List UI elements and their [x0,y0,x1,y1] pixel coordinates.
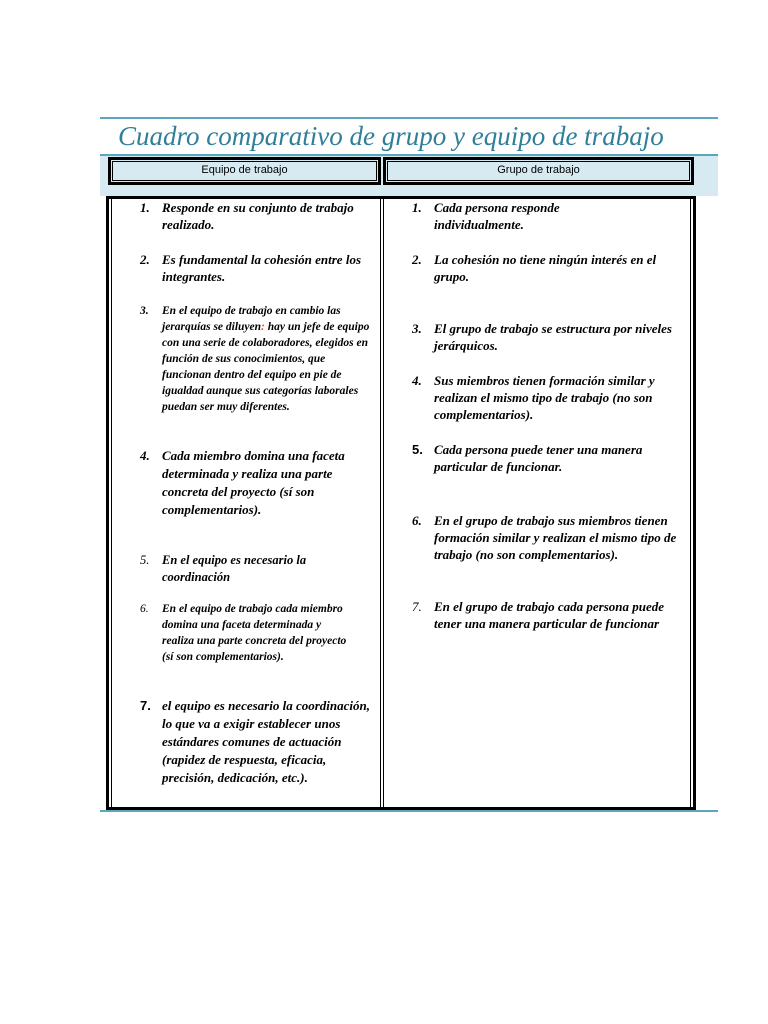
item-text: En el grupo de trabajo cada persona puede tener una manera particular de funcionar [434,599,665,631]
inner-border-left [111,199,112,807]
bottom-rule [100,810,718,812]
item-number: 5. [412,442,423,457]
item-number: 7. [140,698,151,713]
page-title: Cuadro comparativo de grupo y equipo de trabajo [118,121,664,151]
item-text: Es fundamental la cohesión entre los integrantes. [162,252,361,284]
item-text: el equipo es necesario la coordinación, lo que va a exigir establecer unos estándares comunes de actuación (rapidez de respuesta, eficacia, precisión, dedicación, etc.). [162,698,370,785]
item-number: 1. [412,200,422,215]
item-text: Cada persona puede tener una manera particular de funcionar. [434,442,643,474]
header-inner-border [387,161,690,181]
item-text: El grupo de trabajo se estructura por niveles jerárquicos. [434,321,672,353]
item-number: 3. [140,305,149,317]
item-text: En el grupo de trabajo sus miembros tienen formación similar y realizan el mismo tipo de trabajo (no son complementarios). [434,513,677,562]
item-number: 6. [140,603,149,615]
item-number: 4. [412,373,422,388]
header-inner-border [112,161,377,181]
header-grupo-label: Grupo de trabajo [497,164,580,176]
item-text: En el equipo es necesario la coordinación [162,553,307,584]
item-number: 2. [412,252,422,267]
header-cell-equipo [108,157,381,185]
item-number: 7. [412,599,422,614]
item-text: Cada miembro domina una faceta determinada y realiza una parte concreta del proyecto (sí son complementarios). [162,448,345,517]
colon-mark: : [261,321,265,333]
item-number: 4. [140,448,150,463]
item-number: 1. [140,200,150,215]
header-cell-grupo [383,157,694,185]
item-text: La cohesión no tiene ningún interés en el grupo. [434,252,657,284]
inner-border-right [690,199,691,807]
item-text: Sus miembros tienen formación similar y realizan el mismo tipo de trabajo (no son complementarios). [434,373,655,422]
item-number: 5. [140,553,150,567]
column-divider [380,196,384,810]
item-number: 2. [140,252,150,267]
item-number: 3. [412,321,422,336]
item-number: 6. [412,513,422,528]
item-text: Responde en su conjunto de trabajo realizado. [162,200,354,232]
item-text-part: hay un jefe de equipo con una serie de colaboradores, elegidos en función de sus conocimientos, que funcionan dentro del equipo en pie de igualdad aunque sus categorías laborales puedan ser muy diferentes. [162,321,370,413]
item-text-part: En el equipo de trabajo en cambio las jerarquías se diluyen [162,305,341,333]
item-text: En el equipo de trabajo cada miembro domina una faceta determinada y realiza una parte concreta del proyecto (sí son complementarios). [162,603,347,663]
header-equipo-label: Equipo de trabajo [201,164,288,176]
item-text [162,303,376,415]
item-text: Cada persona responde individualmente. [434,200,560,232]
